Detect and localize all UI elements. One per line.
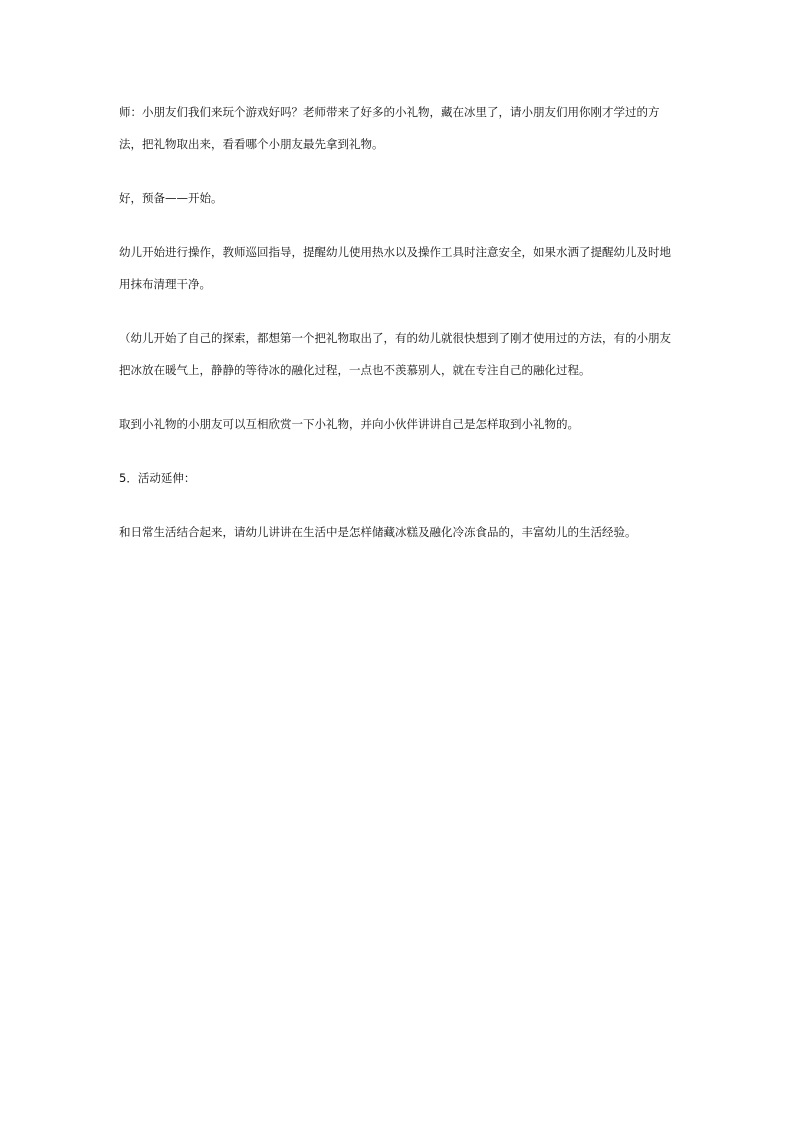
paragraph-spacer bbox=[119, 494, 679, 516]
paragraph-teacher-intro: 师：小朋友们我们来玩个游戏好吗？老师带来了好多的小礼物，藏在冰里了，请小朋友们用你刚才学过的方法，把礼物取出来，看看哪个小朋友最先拿到礼物。 bbox=[119, 105, 660, 151]
paragraph-spacer bbox=[119, 386, 679, 408]
paragraph-spacer bbox=[119, 440, 679, 462]
paragraph-start-cue: 好，预备——开始。 bbox=[119, 191, 223, 205]
section-heading-extension: 5．活动延伸： bbox=[119, 471, 196, 485]
paragraph-spacer bbox=[119, 300, 679, 322]
paragraph-sharing: 取到小礼物的小朋友可以互相欣赏一下小礼物，并向小伙伴讲讲自己是怎样取到小礼物的。 bbox=[119, 417, 579, 431]
paragraph-daily-life: 和日常生活结合起来，请幼儿讲讲在生活中是怎样储藏冰糕及融化冷冻食品的，丰富幼儿的生活经验。 bbox=[119, 525, 637, 539]
paragraph-operation: 幼儿开始进行操作，教师巡回指导，提醒幼儿使用热水以及操作工具时注意安全，如果水洒了提醒幼儿及时地用抹布清理干净。 bbox=[119, 245, 671, 291]
paragraph-spacer bbox=[119, 214, 679, 236]
paragraph-exploration: （幼儿开始了自己的探索，都想第一个把礼物取出了，有的幼儿就很快想到了刚才使用过的方法，有的小朋友把冰放在暖气上，静静的等待冰的融化过程，一点也不羡慕别人，就在专注自己的融化过程。 bbox=[119, 331, 671, 377]
document-body bbox=[119, 96, 679, 548]
paragraph-spacer bbox=[119, 160, 679, 182]
